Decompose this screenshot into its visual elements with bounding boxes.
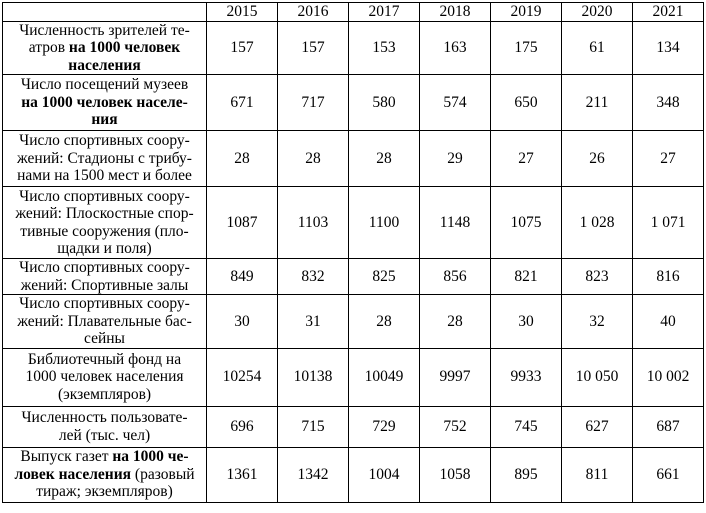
table-cell: 650 — [491, 75, 562, 131]
table-cell: 10049 — [349, 348, 420, 406]
table-cell: 1004 — [349, 447, 420, 502]
table-cell: 61 — [562, 21, 633, 75]
table-cell: 752 — [420, 406, 491, 447]
table-row — [3, 447, 704, 502]
row-label: Число спортивных соору- жений: Стадионы с трибу- нами на 1500 мест и более — [3, 131, 207, 187]
table-row — [3, 348, 704, 406]
table-cell: 661 — [633, 447, 704, 502]
table-cell: 627 — [562, 406, 633, 447]
table-cell: 574 — [420, 75, 491, 131]
table-cell: 687 — [633, 406, 704, 447]
table-cell: 811 — [562, 447, 633, 502]
header-row — [3, 3, 704, 22]
table-cell: 580 — [349, 75, 420, 131]
table-cell: 9997 — [420, 348, 491, 406]
table-cell: 849 — [207, 259, 278, 295]
table-cell: 30 — [491, 295, 562, 349]
table-cell: 1342 — [278, 447, 349, 502]
table-cell: 671 — [207, 75, 278, 131]
statistics-table — [2, 2, 704, 503]
header-cell-2019: 2019 — [491, 3, 562, 22]
table-cell: 163 — [420, 21, 491, 75]
header-cell-2020: 2020 — [562, 3, 633, 22]
table-cell: 1087 — [207, 187, 278, 259]
table-row — [3, 21, 704, 75]
row-label: Число спортивных соору- жений: Спортивные залы — [3, 259, 207, 295]
table-row — [3, 75, 704, 131]
table-cell: 29 — [420, 131, 491, 187]
header-cell-2021: 2021 — [633, 3, 704, 22]
table-cell: 856 — [420, 259, 491, 295]
header-cell-2017: 2017 — [349, 3, 420, 22]
table-cell: 715 — [278, 406, 349, 447]
table-cell: 1 028 — [562, 187, 633, 259]
table-cell: 1148 — [420, 187, 491, 259]
table-row — [3, 131, 704, 187]
table-cell: 745 — [491, 406, 562, 447]
table-cell: 31 — [278, 295, 349, 349]
table-cell: 28 — [349, 131, 420, 187]
table-cell: 348 — [633, 75, 704, 131]
table-cell: 825 — [349, 259, 420, 295]
row-label: Число спортивных соору- жений: Плоскостные спор- тивные сооружения (пло- щадки и поля) — [3, 187, 207, 259]
header-cell-empty — [3, 3, 207, 22]
table-cell: 28 — [278, 131, 349, 187]
table-cell: 157 — [207, 21, 278, 75]
table-cell: 816 — [633, 259, 704, 295]
table-cell: 823 — [562, 259, 633, 295]
header-cell-2018: 2018 — [420, 3, 491, 22]
table-cell: 211 — [562, 75, 633, 131]
table-cell: 895 — [491, 447, 562, 502]
table-cell: 28 — [349, 295, 420, 349]
table-cell: 1100 — [349, 187, 420, 259]
table-row — [3, 259, 704, 295]
table-cell: 28 — [207, 131, 278, 187]
table-cell: 30 — [207, 295, 278, 349]
table-cell: 832 — [278, 259, 349, 295]
table-cell: 27 — [633, 131, 704, 187]
table-cell: 134 — [633, 21, 704, 75]
table-cell: 9933 — [491, 348, 562, 406]
row-label: Число спортивных соору- жений: Плавательные бас- сейны — [3, 295, 207, 349]
table-cell: 821 — [491, 259, 562, 295]
table-cell: 32 — [562, 295, 633, 349]
table-cell: 10 050 — [562, 348, 633, 406]
table-cell: 26 — [562, 131, 633, 187]
header-cell-2016: 2016 — [278, 3, 349, 22]
table-cell: 1075 — [491, 187, 562, 259]
row-label: Число посещений музеев на 1000 человек населе- ния — [3, 75, 207, 131]
row-label: Численность пользовате- лей (тыс. чел) — [3, 406, 207, 447]
table-cell: 1058 — [420, 447, 491, 502]
table-cell: 717 — [278, 75, 349, 131]
table-row — [3, 187, 704, 259]
table-cell: 10254 — [207, 348, 278, 406]
row-label: Выпуск газет на 1000 че- ловек населения (разовый тираж; экземпляров) — [3, 447, 207, 502]
row-label: Численность зрителей те-атров на 1000 человек населения — [3, 21, 207, 75]
table-cell: 175 — [491, 21, 562, 75]
header-cell-2015: 2015 — [207, 3, 278, 22]
table-cell: 729 — [349, 406, 420, 447]
row-label: Библиотечный фонд на 1000 человек населения (экземпляров) — [3, 348, 207, 406]
table-cell: 1 071 — [633, 187, 704, 259]
table-cell: 1361 — [207, 447, 278, 502]
table-cell: 27 — [491, 131, 562, 187]
table-cell: 1103 — [278, 187, 349, 259]
table-row — [3, 295, 704, 349]
table-cell: 10 002 — [633, 348, 704, 406]
table-cell: 153 — [349, 21, 420, 75]
table-cell: 28 — [420, 295, 491, 349]
table-cell: 10138 — [278, 348, 349, 406]
table-cell: 696 — [207, 406, 278, 447]
table-cell: 157 — [278, 21, 349, 75]
table-row — [3, 406, 704, 447]
table-cell: 40 — [633, 295, 704, 349]
